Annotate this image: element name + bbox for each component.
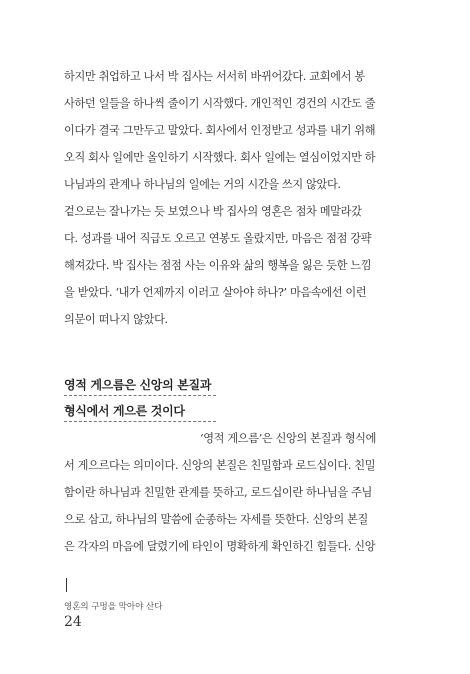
heading-underline — [64, 421, 216, 422]
text-line: 으로 삼고, 하나님의 말씀에 순종하는 자세를 뜻한다. 신앙의 본질 — [64, 513, 368, 526]
text-line: 해져갔다. 박 집사는 점점 사는 이유와 삶의 행복을 잃은 듯한 느낌 — [64, 259, 372, 272]
text-line: 은 각자의 마음에 달렸기에 타인이 명확하게 확인하긴 힘들다. 신앙 — [64, 540, 376, 553]
heading-underline — [64, 395, 216, 396]
section-heading-line-2: 형식에서 게으른 것이다 — [64, 404, 185, 418]
running-footer-title: 영혼의 구멍을 막아야 산다 — [64, 602, 163, 612]
page-number: 24 — [64, 614, 82, 630]
text-line: 서 게으르다는 의미이다. 신앙의 본질은 친밀함과 로드십이다. 친밀 — [64, 459, 376, 472]
footer-divider — [66, 578, 67, 592]
text-line: 다. 성과를 내어 직급도 오르고 연봉도 올랐지만, 마음은 점점 강퍅 — [64, 232, 372, 245]
text-line: 이다가 결국 그만두고 말았다. 회사에서 인정받고 성과를 내기 위해 — [64, 124, 376, 137]
text-line: 사하던 일들을 하나씩 줄이기 시작했다. 개인적인 경건의 시간도 줄 — [64, 97, 376, 110]
text-line: 을 받았다. ‘내가 언제까지 이러고 살아야 하나?’ 마음속에선 이런 — [64, 286, 367, 299]
text-line: 나님과의 관계나 하나님의 일에는 거의 시간을 쓰지 않았다. — [64, 178, 341, 191]
text-line: 오직 회사 일에만 올인하기 시작했다. 회사 일에는 열심이었지만 하 — [64, 151, 376, 164]
section-heading-line-1: 영적 게으름은 신앙의 본질과 — [64, 378, 212, 392]
text-line: 하지만 취업하고 나서 박 집사는 서서히 바뀌어갔다. 교회에서 봉 — [64, 70, 365, 83]
text-line: ‘영적 게으름’은 신앙의 본질과 형식에 — [200, 432, 377, 445]
text-line: 함이란 하나님과 친밀한 관계를 뜻하고, 로드십이란 하나님을 주님 — [64, 486, 372, 499]
text-line: 겉으로는 잘나가는 듯 보였으나 박 집사의 영혼은 점차 메말라갔 — [64, 205, 362, 218]
text-line: 의문이 떠나지 않았다. — [64, 313, 168, 326]
